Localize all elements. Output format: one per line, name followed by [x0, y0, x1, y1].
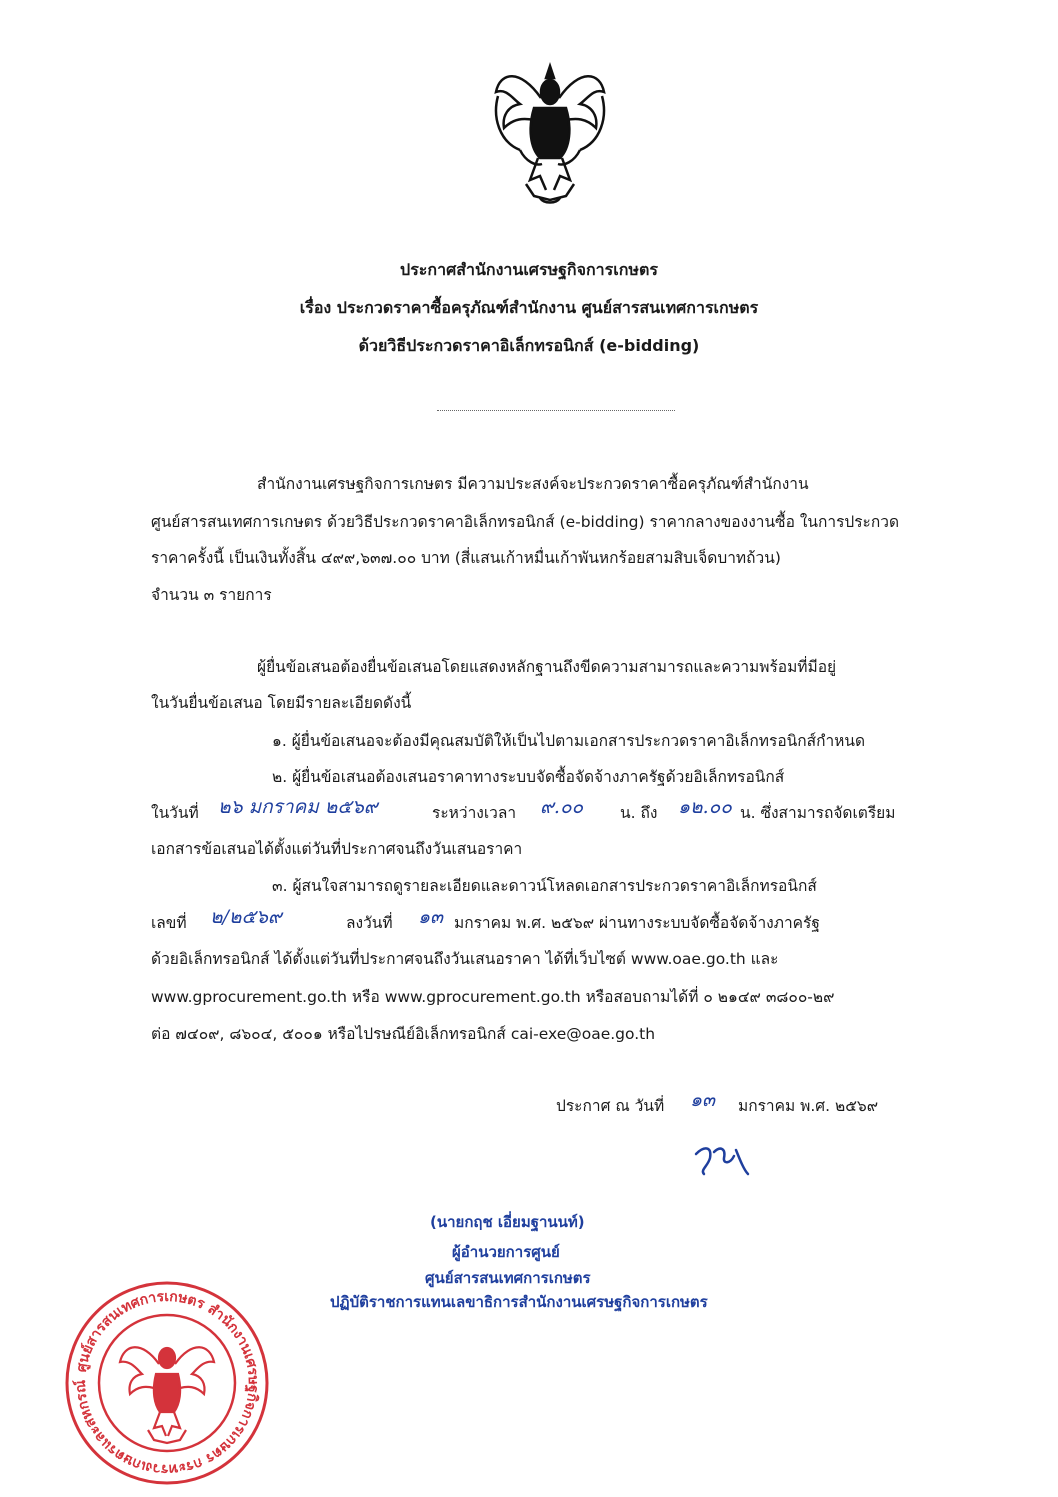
para1-line-1: สำนักงานเศรษฐกิจการเกษตร มีความประสงค์จะประกวดราคาซื้อครุภัณฑ์สำนักงาน [257, 475, 809, 493]
signature-mark-icon [690, 1140, 760, 1180]
divider [437, 410, 675, 411]
para1-line-4: จำนวน ๓ รายการ [151, 586, 272, 604]
item2-time-end-handwritten: ๑๒.๐๐ [678, 796, 732, 818]
announce-prefix: ประกาศ ณ วันที่ [556, 1097, 665, 1115]
signer-position-2: ศูนย์สารสนเทศการเกษตร [425, 1269, 591, 1287]
header-line-2: เรื่อง ประกวดราคาซื้อครุภัณฑ์สำนักงาน ศูนย์สารสนเทศการเกษตร [299, 298, 759, 317]
header-line-1: ประกาศสำนักงานเศรษฐกิจการเกษตร [400, 260, 658, 279]
para2-line-1: ผู้ยื่นข้อเสนอต้องยื่นข้อเสนอโดยแสดงหลักฐานถึงขีดความสามารถและความพร้อมที่มีอยู่ [257, 658, 837, 676]
garuda-emblem-icon [490, 58, 610, 208]
signer-name: (นายกฤช เอี่ยมฐานนท์) [430, 1213, 585, 1231]
item3-date-suffix: มกราคม พ.ศ. ๒๕๖๙ ผ่านทางระบบจัดซื้อจัดจ้างภาครัฐ [454, 914, 820, 932]
item3-line-5: ต่อ ๗๔๐๙, ๘๖๐๔, ๕๐๐๑ หรือไปรษณีย์อิเล็กทรอนิกส์ cai-exe@oae.go.th [151, 1025, 656, 1043]
item3-no-handwritten: ๒/๒๕๖๙ [210, 906, 282, 928]
item3-line-4: www.gprocurement.go.th หรือ www.gprocurement.go.th หรือสอบถามได้ที่ ๐ ๒๑๔๙ ๓๘๐๐-๒๙ [151, 988, 835, 1006]
item2-time-mid: น. ถึง [620, 804, 658, 822]
item3-date-handwritten: ๑๓ [418, 906, 444, 928]
item2-date-handwritten: ๒๖ มกราคม ๒๕๖๙ [218, 796, 378, 818]
signer-position-1: ผู้อำนวยการศูนย์ [452, 1243, 560, 1261]
item3-line-3: ด้วยอิเล็กทรอนิกส์ ได้ตั้งแต่วันที่ประกาศจนถึงวันเสนอราคา ได้ที่เว็บไซต์ www.oae.go.th และ [151, 950, 779, 968]
item3-line-1: ๓. ผู้สนใจสามารถดูรายละเอียดและดาวน์โหลดเอกสารประกวดราคาอิเล็กทรอนิกส์ [272, 877, 817, 895]
para1-line-3: ราคาครั้งนี้ เป็นเงินทั้งสิ้น ๔๙๙,๖๓๗.๐๐ บาท (สี่แสนเก้าหมื่นเก้าพันหกร้อยสามสิบเจ็ดบาทถ้วน) [151, 549, 781, 567]
item2-time-label: ระหว่างเวลา [432, 804, 517, 822]
item2-time-start-handwritten: ๙.๐๐ [540, 796, 584, 818]
announce-suffix: มกราคม พ.ศ. ๒๕๖๙ [738, 1097, 879, 1115]
para2-line-2: ในวันยื่นข้อเสนอ โดยมีรายละเอียดดังนี้ [151, 694, 412, 712]
announce-day-handwritten: ๑๓ [690, 1089, 716, 1111]
seal-text: ศูนย์สารสนเทศการเกษตร สำนักงานเศรษฐกิจการเกษตร กระทรวงเกษตรและสหกรณ์ [72, 1288, 262, 1478]
item2-date-label: ในวันที่ [151, 804, 199, 822]
item2-line-1: ๒. ผู้ยื่นข้อเสนอต้องเสนอราคาทางระบบจัดซื้อจัดจ้างภาครัฐด้วยอิเล็กทรอนิกส์ [272, 768, 785, 786]
item2-time-suffix: น. ซึ่งสามารถจัดเตรียม [740, 804, 896, 822]
signer-position-3: ปฏิบัติราชการแทนเลขาธิการสำนักงานเศรษฐกิจการเกษตร [330, 1293, 708, 1311]
item1-text: ๑. ผู้ยื่นข้อเสนอจะต้องมีคุณสมบัติให้เป็นไปตามเอกสารประกวดราคาอิเล็กทรอนิกส์กำหนด [272, 732, 866, 750]
official-seal-icon [62, 1278, 272, 1488]
item2-line-3: เอกสารข้อเสนอได้ตั้งแต่วันที่ประกาศจนถึงวันเสนอราคา [151, 840, 523, 858]
item3-no-label: เลขที่ [151, 914, 187, 932]
item3-date-label: ลงวันที่ [346, 914, 393, 932]
header-line-3: ด้วยวิธีประกวดราคาอิเล็กทรอนิกส์ (e-bidding) [358, 336, 700, 355]
para1-line-2: ศูนย์สารสนเทศการเกษตร ด้วยวิธีประกวดราคาอิเล็กทรอนิกส์ (e-bidding) ราคากลางของงานซื้อ ในการประกวด [151, 513, 900, 531]
